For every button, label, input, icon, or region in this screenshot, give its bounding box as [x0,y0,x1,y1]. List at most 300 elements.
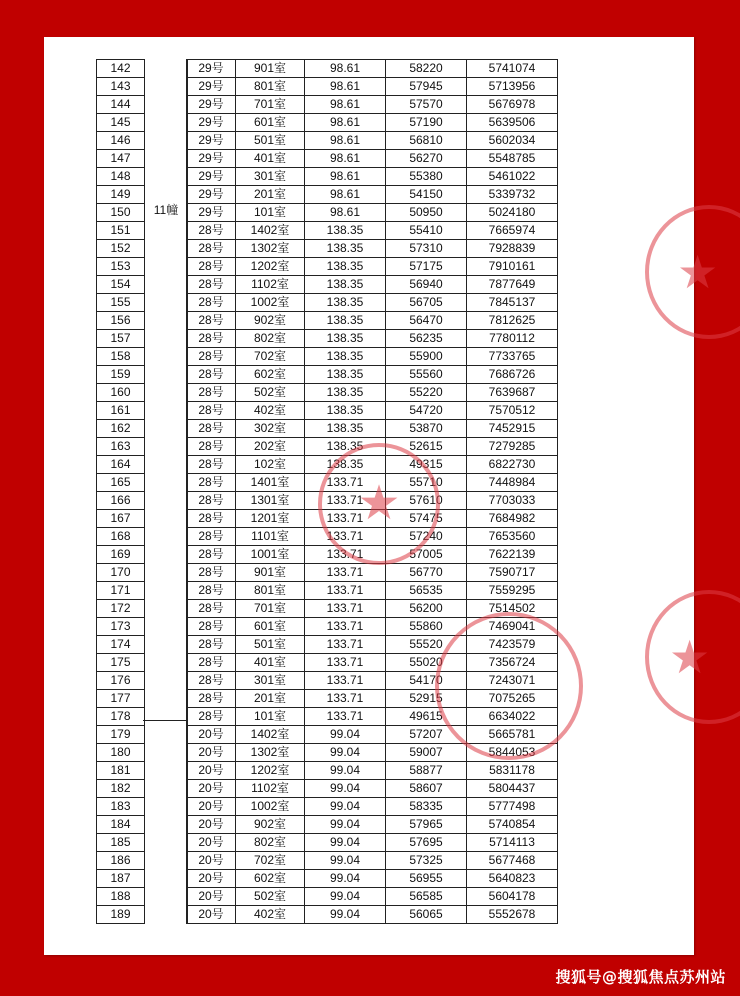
building-number-cell: 28号 [187,222,236,240]
total-price-cell: 5665781 [467,726,558,744]
area-cell: 99.04 [305,762,386,780]
unit-price-cell: 56705 [386,294,467,312]
area-cell: 138.35 [305,366,386,384]
row-number: 157 [97,330,145,348]
table-row [187,186,558,204]
unit-price-cell: 53870 [386,420,467,438]
area-cell: 98.61 [305,96,386,114]
building-number-cell: 28号 [187,708,236,726]
table-row [187,708,558,726]
building-number-cell: 29号 [187,78,236,96]
total-price-cell: 5461022 [467,168,558,186]
building-number-cell: 28号 [187,528,236,546]
building-number-cell: 28号 [187,294,236,312]
building-number-cell: 28号 [187,456,236,474]
total-price-cell: 7780112 [467,330,558,348]
building-number-cell: 28号 [187,618,236,636]
area-cell: 133.71 [305,564,386,582]
table-row [187,132,558,150]
total-price-cell: 5640823 [467,870,558,888]
row-number: 154 [97,276,145,294]
area-cell: 138.35 [305,420,386,438]
building-number-cell: 28号 [187,276,236,294]
table-row [187,600,558,618]
table-row [187,816,558,834]
room-number-cell: 401室 [236,150,305,168]
total-price-cell: 5552678 [467,906,558,924]
table-row [187,672,558,690]
room-number-cell: 1001室 [236,546,305,564]
room-number-cell: 901室 [236,564,305,582]
building-group-cell [145,60,188,924]
building-number-cell: 20号 [187,780,236,798]
price-table-body [187,60,558,924]
area-cell: 133.71 [305,600,386,618]
unit-price-cell: 59007 [386,744,467,762]
building-number-cell: 28号 [187,600,236,618]
total-price-cell: 5602034 [467,132,558,150]
room-number-cell: 802室 [236,834,305,852]
building-group-label: 11幢 [153,202,179,217]
unit-price-cell: 52615 [386,438,467,456]
room-number-cell: 502室 [236,384,305,402]
unit-price-cell: 57325 [386,852,467,870]
building-number-cell: 20号 [187,762,236,780]
area-cell: 138.35 [305,438,386,456]
total-price-cell: 7570512 [467,402,558,420]
building-number-cell: 28号 [187,330,236,348]
building-number-cell: 29号 [187,60,236,78]
room-number-cell: 601室 [236,114,305,132]
building-number-cell: 20号 [187,870,236,888]
area-cell: 99.04 [305,852,386,870]
row-number: 153 [97,258,145,276]
total-price-cell: 7928839 [467,240,558,258]
room-number-cell: 702室 [236,852,305,870]
building-number-cell: 28号 [187,240,236,258]
area-cell: 98.61 [305,204,386,222]
table-row [187,852,558,870]
total-price-cell: 7812625 [467,312,558,330]
area-cell: 98.61 [305,60,386,78]
building-number-cell: 28号 [187,672,236,690]
area-cell: 138.35 [305,258,386,276]
row-number: 151 [97,222,145,240]
total-price-cell: 7845137 [467,294,558,312]
building-number-cell: 28号 [187,438,236,456]
room-number-cell: 1302室 [236,744,305,762]
table-row [187,168,558,186]
total-price-cell: 7469041 [467,618,558,636]
table-row [187,798,558,816]
area-cell: 99.04 [305,816,386,834]
table-row [187,330,558,348]
room-number-cell: 302室 [236,420,305,438]
unit-price-cell: 55860 [386,618,467,636]
building-number-cell: 20号 [187,816,236,834]
unit-price-cell: 54150 [386,186,467,204]
unit-price-cell: 56270 [386,150,467,168]
room-number-cell: 1301室 [236,492,305,510]
area-cell: 133.71 [305,690,386,708]
table-row [187,726,558,744]
row-number: 142 [97,60,145,78]
area-cell: 138.35 [305,330,386,348]
total-price-cell: 7703033 [467,492,558,510]
building-number-cell: 29号 [187,96,236,114]
row-number: 187 [97,870,145,888]
table-row [187,366,558,384]
row-number: 147 [97,150,145,168]
row-number: 163 [97,438,145,456]
room-number-cell: 701室 [236,96,305,114]
building-number-cell: 28号 [187,690,236,708]
total-price-cell: 7910161 [467,258,558,276]
table-row [187,582,558,600]
table-row [187,510,558,528]
row-number: 166 [97,492,145,510]
unit-price-cell: 55560 [386,366,467,384]
unit-price-cell: 58607 [386,780,467,798]
area-cell: 138.35 [305,348,386,366]
row-number: 146 [97,132,145,150]
total-price-cell: 6634022 [467,708,558,726]
unit-price-cell: 50950 [386,204,467,222]
area-cell: 99.04 [305,906,386,924]
unit-price-cell: 57610 [386,492,467,510]
unit-price-cell: 58877 [386,762,467,780]
unit-price-cell: 56065 [386,906,467,924]
building-number-cell: 20号 [187,834,236,852]
unit-price-cell: 49615 [386,708,467,726]
unit-price-cell: 54720 [386,402,467,420]
room-number-cell: 902室 [236,312,305,330]
room-number-cell: 801室 [236,582,305,600]
building-number-cell: 28号 [187,636,236,654]
unit-price-cell: 55710 [386,474,467,492]
area-cell: 98.61 [305,186,386,204]
room-number-cell: 701室 [236,600,305,618]
row-number: 159 [97,366,145,384]
room-number-cell: 601室 [236,618,305,636]
total-price-cell: 7665974 [467,222,558,240]
total-price-cell: 5713956 [467,78,558,96]
total-price-cell: 7684982 [467,510,558,528]
building-number-cell: 28号 [187,348,236,366]
room-number-cell: 1302室 [236,240,305,258]
table-row [187,150,558,168]
area-cell: 99.04 [305,870,386,888]
table-row [187,348,558,366]
unit-price-cell: 57475 [386,510,467,528]
total-price-cell: 5339732 [467,186,558,204]
room-number-cell: 1402室 [236,222,305,240]
total-price-cell: 5777498 [467,798,558,816]
area-cell: 138.35 [305,312,386,330]
room-number-cell: 401室 [236,654,305,672]
area-cell: 99.04 [305,744,386,762]
table-row [187,906,558,924]
total-price-cell: 7423579 [467,636,558,654]
row-number: 148 [97,168,145,186]
total-price-cell: 5604178 [467,888,558,906]
total-price-cell: 5548785 [467,150,558,168]
area-cell: 138.35 [305,384,386,402]
building-number-cell: 20号 [187,906,236,924]
table-row [187,222,558,240]
building-number-cell: 28号 [187,366,236,384]
unit-price-cell: 55220 [386,384,467,402]
table-row [187,78,558,96]
area-cell: 99.04 [305,726,386,744]
area-cell: 133.71 [305,492,386,510]
row-number: 161 [97,402,145,420]
total-price-cell: 6822730 [467,456,558,474]
unit-price-cell: 55020 [386,654,467,672]
total-price-cell: 7877649 [467,276,558,294]
total-price-cell: 5024180 [467,204,558,222]
room-number-cell: 1201室 [236,510,305,528]
area-cell: 138.35 [305,276,386,294]
total-price-cell: 7590717 [467,564,558,582]
table-row [187,420,558,438]
room-number-cell: 801室 [236,78,305,96]
unit-price-cell: 57207 [386,726,467,744]
row-number: 184 [97,816,145,834]
row-number: 185 [97,834,145,852]
row-number: 177 [97,690,145,708]
table-row [187,744,558,762]
room-number-cell: 101室 [236,204,305,222]
building-number-cell: 29号 [187,204,236,222]
table-row [187,636,558,654]
unit-price-cell: 57570 [386,96,467,114]
area-cell: 99.04 [305,834,386,852]
area-cell: 98.61 [305,114,386,132]
total-price-cell: 5639506 [467,114,558,132]
row-number: 170 [97,564,145,582]
area-cell: 133.71 [305,672,386,690]
building-number-cell: 20号 [187,852,236,870]
area-cell: 98.61 [305,78,386,96]
row-number: 144 [97,96,145,114]
building-number-cell: 20号 [187,888,236,906]
unit-price-cell: 57240 [386,528,467,546]
table-row [187,780,558,798]
unit-price-cell: 55900 [386,348,467,366]
row-number: 176 [97,672,145,690]
table-row [187,312,558,330]
room-number-cell: 201室 [236,690,305,708]
room-number-cell: 1102室 [236,276,305,294]
unit-price-cell: 57945 [386,78,467,96]
table-row [187,492,558,510]
total-price-cell: 7243071 [467,672,558,690]
row-number: 173 [97,618,145,636]
area-cell: 133.71 [305,528,386,546]
building-number-cell: 28号 [187,474,236,492]
unit-price-cell: 49315 [386,456,467,474]
row-number: 158 [97,348,145,366]
unit-price-cell: 57310 [386,240,467,258]
area-cell: 99.04 [305,780,386,798]
area-cell: 98.61 [305,132,386,150]
total-price-cell: 7653560 [467,528,558,546]
watermark-text: 搜狐号@搜狐焦点苏州站 [555,968,726,986]
room-number-cell: 901室 [236,60,305,78]
building-number-cell: 29号 [187,114,236,132]
row-number: 175 [97,654,145,672]
room-number-cell: 1002室 [236,294,305,312]
area-cell: 138.35 [305,222,386,240]
row-number: 164 [97,456,145,474]
row-number: 149 [97,186,145,204]
table-row [187,762,558,780]
unit-price-cell: 58335 [386,798,467,816]
area-cell: 98.61 [305,150,386,168]
row-number: 189 [97,906,145,924]
area-cell: 133.71 [305,708,386,726]
building-number-cell: 28号 [187,402,236,420]
row-number: 180 [97,744,145,762]
row-number: 172 [97,600,145,618]
room-number-cell: 501室 [236,636,305,654]
unit-price-cell: 57190 [386,114,467,132]
row-number: 167 [97,510,145,528]
row-number: 183 [97,798,145,816]
room-number-cell: 1002室 [236,798,305,816]
row-number: 152 [97,240,145,258]
room-number-cell: 201室 [236,186,305,204]
unit-price-cell: 57175 [386,258,467,276]
unit-price-cell: 56585 [386,888,467,906]
unit-price-cell: 55520 [386,636,467,654]
row-number: 171 [97,582,145,600]
building-number-cell: 29号 [187,150,236,168]
row-number: 150 [97,204,145,222]
room-number-cell: 101室 [236,708,305,726]
seal-star-icon: ★ [677,246,719,298]
room-number-cell: 402室 [236,906,305,924]
room-number-cell: 202室 [236,438,305,456]
area-cell: 133.71 [305,582,386,600]
index-table [96,59,188,924]
total-price-cell: 7733765 [467,348,558,366]
total-price-cell: 5844053 [467,744,558,762]
row-number: 182 [97,780,145,798]
unit-price-cell: 56200 [386,600,467,618]
total-price-cell: 5740854 [467,816,558,834]
building-number-cell: 28号 [187,420,236,438]
price-table [186,59,558,924]
row-number: 168 [97,528,145,546]
table-row [187,456,558,474]
unit-price-cell: 55380 [386,168,467,186]
table-row [187,888,558,906]
table-row [187,528,558,546]
room-number-cell: 1202室 [236,762,305,780]
total-price-cell: 5714113 [467,834,558,852]
table-row [187,258,558,276]
unit-price-cell: 54170 [386,672,467,690]
total-price-cell: 7639687 [467,384,558,402]
room-number-cell: 502室 [236,888,305,906]
row-number: 145 [97,114,145,132]
building-number-cell: 28号 [187,654,236,672]
area-cell: 133.71 [305,474,386,492]
unit-price-cell: 56770 [386,564,467,582]
unit-price-cell: 56810 [386,132,467,150]
table-row [187,564,558,582]
area-cell: 133.71 [305,510,386,528]
index-row [97,60,188,78]
room-number-cell: 602室 [236,870,305,888]
unit-price-cell: 56940 [386,276,467,294]
area-cell: 133.71 [305,618,386,636]
row-number: 174 [97,636,145,654]
room-number-cell: 702室 [236,348,305,366]
building-number-cell: 28号 [187,564,236,582]
unit-price-cell: 52915 [386,690,467,708]
total-price-cell: 7622139 [467,546,558,564]
row-number: 188 [97,888,145,906]
seal-star-icon: ★ [669,631,711,683]
building-number-cell: 28号 [187,546,236,564]
total-price-cell: 7559295 [467,582,558,600]
seal-star-icon: ★ [357,477,401,530]
total-price-cell: 7356724 [467,654,558,672]
building-number-cell: 20号 [187,744,236,762]
room-number-cell: 402室 [236,402,305,420]
total-price-cell: 5831178 [467,762,558,780]
row-number: 181 [97,762,145,780]
room-number-cell: 102室 [236,456,305,474]
row-number: 155 [97,294,145,312]
unit-price-cell: 58220 [386,60,467,78]
area-cell: 138.35 [305,456,386,474]
unit-price-cell: 57695 [386,834,467,852]
area-cell: 138.35 [305,294,386,312]
building-number-cell: 28号 [187,384,236,402]
building-number-cell: 28号 [187,492,236,510]
building-number-cell: 28号 [187,312,236,330]
building-number-cell: 29号 [187,168,236,186]
row-number: 143 [97,78,145,96]
area-cell: 99.04 [305,798,386,816]
room-number-cell: 1402室 [236,726,305,744]
unit-price-cell: 56470 [386,312,467,330]
row-number: 165 [97,474,145,492]
room-number-cell: 501室 [236,132,305,150]
total-price-cell: 7514502 [467,600,558,618]
row-number: 179 [97,726,145,744]
unit-price-cell: 55410 [386,222,467,240]
table-row [187,402,558,420]
building-number-cell: 28号 [187,258,236,276]
total-price-cell: 7452915 [467,420,558,438]
building-number-cell: 28号 [187,510,236,528]
table-row [187,60,558,78]
table-row [187,690,558,708]
room-number-cell: 301室 [236,168,305,186]
table-row [187,276,558,294]
building-number-cell: 20号 [187,726,236,744]
room-number-cell: 1101室 [236,528,305,546]
unit-price-cell: 56535 [386,582,467,600]
table-row [187,834,558,852]
total-price-cell: 7075265 [467,690,558,708]
total-price-cell: 5804437 [467,780,558,798]
